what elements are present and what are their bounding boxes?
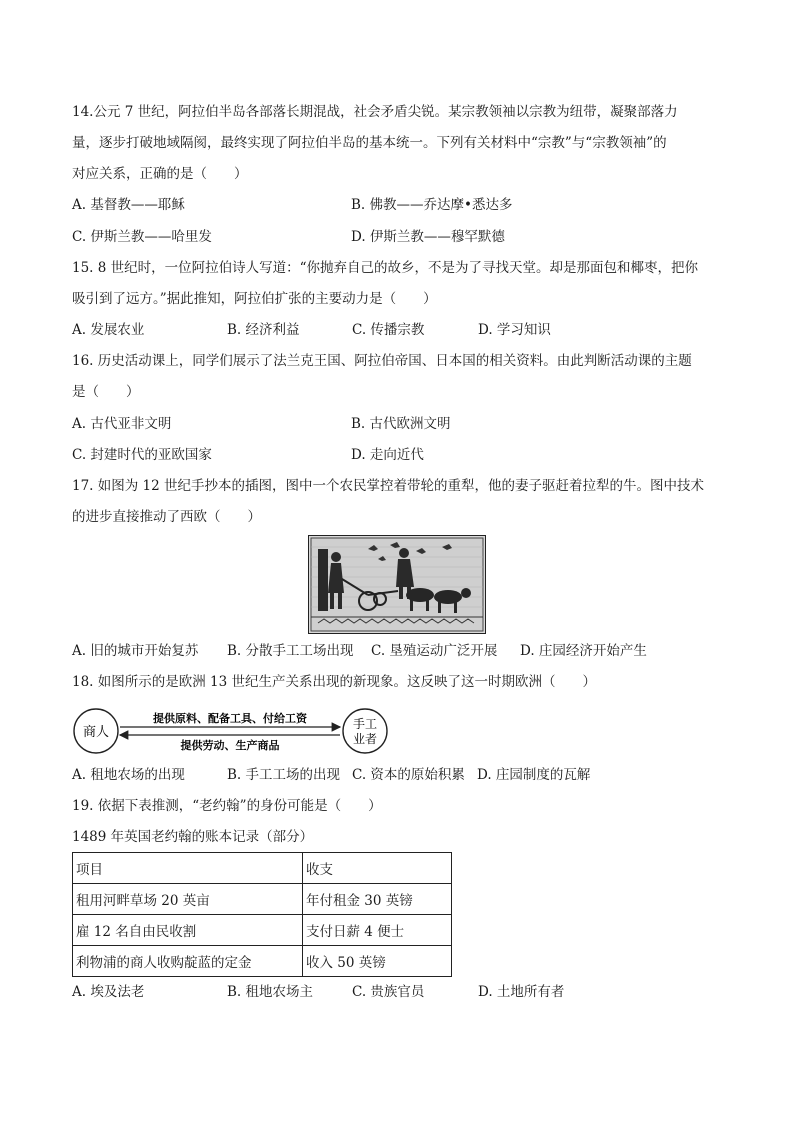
q16-option-a: A. 古代亚非文明 xyxy=(72,416,172,432)
table-cell: 年付租金 30 英镑 xyxy=(303,884,452,915)
q19-stem-line-1: 19. 依据下表推测，“老约翰”的身份可能是（ ） xyxy=(72,798,382,814)
table-row xyxy=(73,946,452,977)
q16-option-d: D. 走向近代 xyxy=(351,447,424,463)
arrow-top-label: 提供原料、配备工具、付给工资 xyxy=(153,712,307,725)
table-row xyxy=(73,853,452,884)
table-header-item: 项目 xyxy=(73,853,303,884)
q18-option-d: D. 庄园制度的瓦解 xyxy=(477,767,591,783)
table-cell: 收入 50 英镑 xyxy=(303,946,452,977)
q15-stem-line-1: 15. 8 世纪时，一位阿拉伯诗人写道：“你抛弃自己的故乡，不是为了寻找天堂。却是那面包和椰枣，把你 xyxy=(72,260,699,276)
ledger-table xyxy=(72,852,452,977)
q17-option-b: B. 分散手工工场出现 xyxy=(227,643,354,659)
artisan-label-bottom: 业者 xyxy=(352,732,378,746)
q17-option-c: C. 垦殖运动广泛开展 xyxy=(371,643,498,659)
arrow-bottom-label: 提供劳动、生产商品 xyxy=(180,739,280,752)
table-row xyxy=(73,884,452,915)
q16-stem-line-2: 是（ ） xyxy=(72,384,140,400)
q14-stem-line-1: 14.公元 7 世纪，阿拉伯半岛各部落长期混战，社会矛盾尖锐。某宗教领袖以宗教为纽带，凝聚部落力 xyxy=(72,104,678,120)
q14-option-c: C. 伊斯兰教——哈里发 xyxy=(72,229,212,245)
q17-stem-line-2: 的进步直接推动了西欧（ ） xyxy=(72,509,261,525)
q15-option-c: C. 传播宗教 xyxy=(352,322,425,338)
merchant-artisan-diagram xyxy=(72,704,390,758)
merchant-label: 商人 xyxy=(82,725,110,740)
q15-option-a: A. 发展农业 xyxy=(72,322,145,338)
q17-stem-line-1: 17. 如图为 12 世纪手抄本的插图，图中一个农民掌控着带轮的重犁，他的妻子驱赶着拉犁的牛。图中技术 xyxy=(72,478,705,494)
q17-option-d: D. 庄园经济开始产生 xyxy=(520,643,647,659)
q15-option-b: B. 经济利益 xyxy=(227,322,300,338)
table-cell: 支付日薪 4 便士 xyxy=(303,915,452,946)
q15-stem-line-2: 吸引到了远方。”据此推知，阿拉伯扩张的主要动力是（ ） xyxy=(72,291,437,307)
medieval-plough-illustration xyxy=(308,535,486,634)
q19-option-a: A. 埃及法老 xyxy=(72,984,145,1000)
q16-option-c: C. 封建时代的亚欧国家 xyxy=(72,447,212,463)
q14-option-a: A. 基督教——耶稣 xyxy=(72,197,185,213)
q18-option-c: C. 资本的原始积累 xyxy=(352,767,465,783)
table-cell: 利物浦的商人收购靛蓝的定金 xyxy=(73,946,303,977)
q15-option-d: D. 学习知识 xyxy=(478,322,551,338)
q19-option-b: B. 租地农场主 xyxy=(227,984,314,1000)
q17-option-a: A. 旧的城市开始复苏 xyxy=(72,643,199,659)
artisan-label-top: 手工 xyxy=(352,717,378,731)
q19-table-title: 1489 年英国老约翰的账本记录（部分） xyxy=(72,829,314,845)
q14-option-b: B. 佛教——乔达摩•悉达多 xyxy=(351,197,513,213)
table-header-amount: 收支 xyxy=(303,853,452,884)
artisan-node xyxy=(343,709,387,753)
table-cell: 租用河畔草场 20 英亩 xyxy=(73,884,303,915)
q16-option-b: B. 古代欧洲文明 xyxy=(351,416,451,432)
q19-option-c: C. 贵族官员 xyxy=(352,984,425,1000)
q16-stem-line-1: 16. 历史活动课上，同学们展示了法兰克王国、阿拉伯帝国、日本国的相关资料。由此判断活动课的主题 xyxy=(72,353,692,369)
q18-stem-line-1: 18. 如图所示的是欧洲 13 世纪生产关系出现的新现象。这反映了这一时期欧洲（ ） xyxy=(72,674,597,690)
q18-option-b: B. 手工工场的出现 xyxy=(227,767,341,783)
q19-option-d: D. 土地所有者 xyxy=(478,984,565,1000)
table-row xyxy=(73,915,452,946)
table-cell: 雇 12 名自由民收割 xyxy=(73,915,303,946)
q18-option-a: A. 租地农场的出现 xyxy=(72,767,185,783)
q14-stem-line-2: 量，逐步打破地域隔阂，最终实现了阿拉伯半岛的基本统一。下列有关材料中“宗教”与“宗教领袖”的 xyxy=(72,135,667,151)
q14-stem-line-3: 对应关系，正确的是（ ） xyxy=(72,166,248,182)
q14-option-d: D. 伊斯兰教——穆罕默德 xyxy=(351,229,505,245)
